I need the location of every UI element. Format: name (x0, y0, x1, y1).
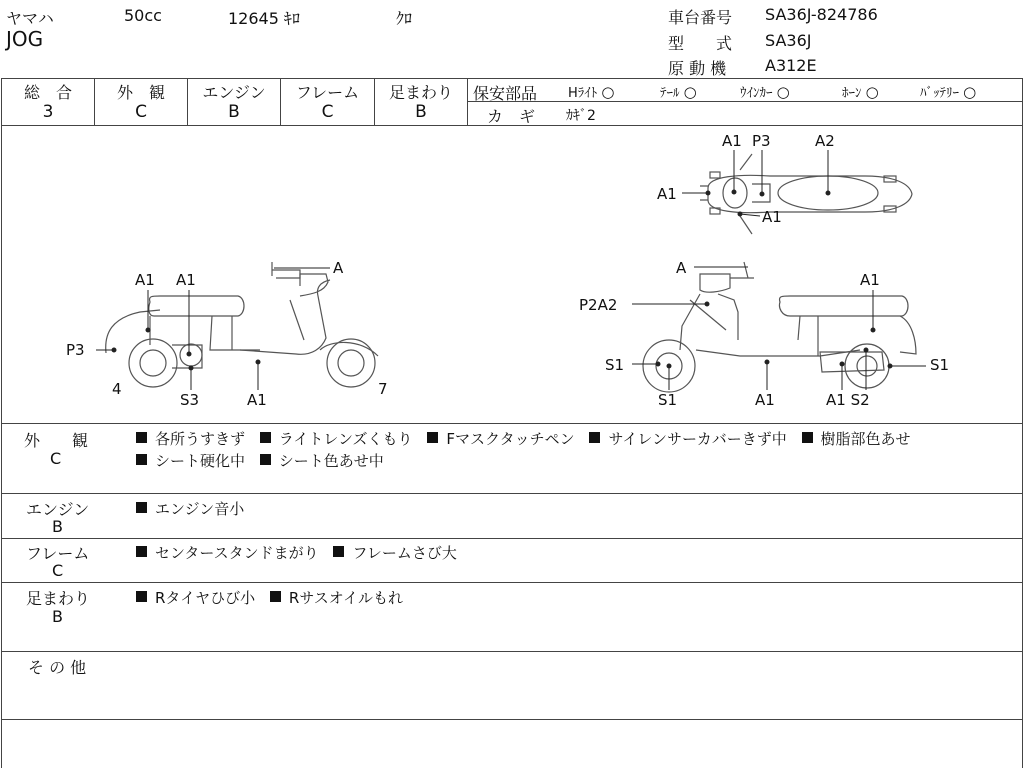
remark-item: ライトレンズくもり (278, 430, 413, 448)
remark-item: シート色あせ中 (278, 452, 384, 470)
diagram-label: 4 (112, 380, 122, 398)
type-value: SA36J (765, 31, 812, 50)
diagram-label: A1 (135, 271, 155, 289)
diagram-label: S1 (930, 356, 950, 374)
model-name: JOG (6, 27, 44, 51)
diagram-label: A1 (860, 271, 880, 289)
scooter-top-view (700, 154, 912, 234)
remark-engine-label: エンジン (26, 500, 90, 519)
bullet-icon (333, 546, 344, 557)
key-label: カ ギ (487, 107, 536, 126)
remark-item: Rサスオイルもれ (288, 589, 403, 607)
remark-frame-label: フレーム (26, 544, 90, 563)
bullet-icon (260, 432, 271, 443)
overall-value: 3 (42, 102, 54, 122)
diagram-label: P3 (66, 341, 85, 359)
remark-item: シート硬化中 (155, 452, 246, 470)
diagram-label: A2 (815, 132, 835, 150)
remark-suspension-items (136, 587, 413, 608)
frame-grade-value: C (321, 102, 334, 122)
bullet-icon (427, 432, 438, 443)
safety-item-horn: ﾎｰﾝ ○ (842, 83, 879, 101)
remark-item: センタースタンドまがり (155, 544, 319, 562)
displacement: 50cc (124, 6, 162, 25)
mileage: 12645 ｷﾛ (228, 9, 300, 28)
remark-frame-grade: C (52, 561, 64, 580)
diagram-label: A1 (722, 132, 742, 150)
diagram-label: A1 (755, 391, 775, 409)
bullet-icon (802, 432, 813, 443)
type-label: 型 式 (668, 34, 733, 53)
key-value: ｶｷﾞ2 (566, 108, 596, 124)
bullet-icon (136, 546, 147, 557)
diagram-label: A (676, 259, 687, 277)
diagram-label: A1 (247, 391, 267, 409)
remark-exterior-items-2 (136, 450, 394, 471)
remark-item: 各所うすきず (155, 430, 246, 448)
remark-engine-grade: B (52, 517, 63, 536)
diagram-label: A1 (762, 208, 782, 226)
diagram-label: A1 (657, 185, 677, 203)
bullet-icon (589, 432, 600, 443)
bullet-icon (270, 591, 281, 602)
remark-suspension-grade: B (52, 607, 63, 626)
diagram-label: P3 (752, 132, 771, 150)
frame-grade-label: フレーム (295, 83, 360, 102)
remark-item: エンジン音小 (155, 500, 245, 518)
remark-suspension-label: 足まわり (26, 589, 91, 608)
remark-item: 樹脂部色あせ (820, 430, 911, 448)
remark-item: フレームさび大 (352, 544, 457, 562)
diagram-label: A1 (176, 271, 196, 289)
safety-parts-label: 保安部品 (473, 84, 538, 103)
safety-item-battery: ﾊﾞｯﾃﾘｰ ○ (920, 83, 977, 101)
bullet-icon (260, 454, 271, 465)
diagram-label: S1 (658, 391, 678, 409)
diagram-label: S3 (180, 391, 200, 409)
suspension-grade-value: B (415, 102, 427, 122)
remark-item: サイレンサーカバーきず中 (608, 430, 787, 448)
remark-engine-items (136, 498, 254, 519)
diagram-label: P2A2 (579, 296, 618, 314)
overall-label: 総 合 (23, 83, 72, 102)
remark-exterior-items-1 (136, 428, 921, 449)
safety-item-winker: ｳｲﾝｶｰ ○ (740, 83, 790, 101)
diagram-label: A1 S2 (826, 391, 870, 409)
engine-model-label: 原 動 機 (668, 59, 727, 78)
suspension-grade-label: 足まわり (388, 83, 453, 102)
bullet-icon (136, 454, 147, 465)
safety-item-headlight: Hﾗｲﾄ ○ (568, 83, 615, 101)
engine-model-value: A312E (765, 56, 817, 75)
maker-name: ヤマハ (6, 9, 54, 28)
diagram-label: A (333, 259, 344, 277)
engine-grade-value: B (228, 102, 240, 122)
remark-exterior-grade: C (50, 449, 62, 468)
remark-other-label: そ の 他 (28, 658, 87, 677)
diagram-label: 7 (378, 380, 388, 398)
remark-exterior-label: 外 観 (24, 431, 89, 450)
remark-frame-items (136, 542, 467, 563)
bullet-icon (136, 502, 147, 513)
safety-item-tail: ﾃｰﾙ ○ (660, 83, 697, 101)
frame-no-label: 車台番号 (668, 8, 733, 27)
remark-item: Rタイヤひび小 (155, 589, 256, 607)
exterior-grade-value: C (135, 102, 147, 122)
frame-no-value: SA36J-824786 (765, 5, 878, 24)
diagram-label: S1 (605, 356, 625, 374)
bullet-icon (136, 432, 147, 443)
remark-item: Fマスクタッチペン (446, 430, 575, 448)
exterior-grade-label: 外 観 (116, 83, 165, 102)
color: ｸﾛ (396, 9, 413, 28)
bullet-icon (136, 591, 147, 602)
engine-grade-label: エンジン (202, 83, 266, 102)
